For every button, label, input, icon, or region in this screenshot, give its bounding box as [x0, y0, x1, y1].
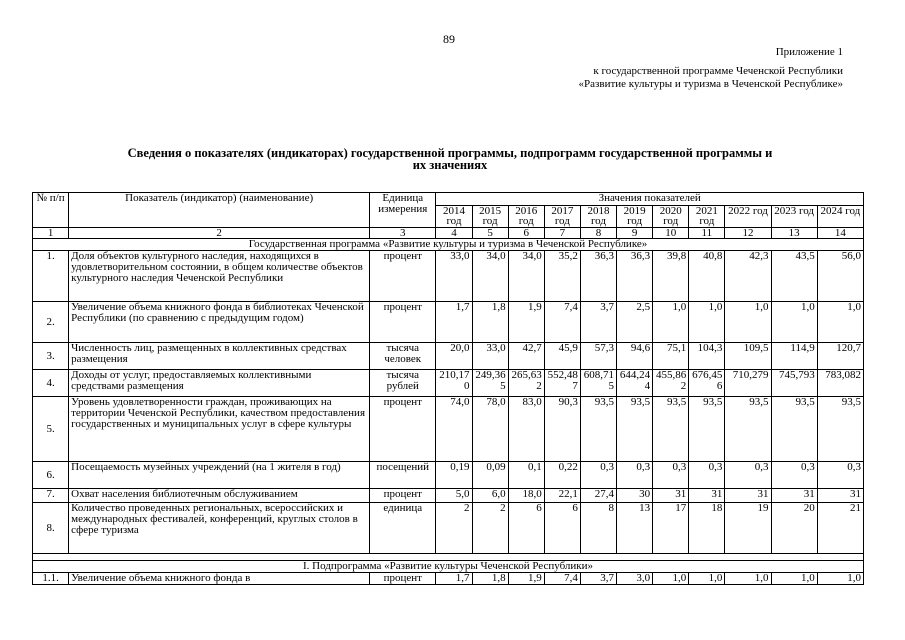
header-year: 2021 год — [689, 205, 725, 227]
value-cell: 6 — [544, 503, 580, 554]
header-year: 2019 год — [617, 205, 653, 227]
header-num: № п/п — [33, 193, 69, 228]
value-cell: 0,19 — [436, 462, 472, 489]
unit: процент — [370, 489, 436, 503]
value-cell: 2,5 — [617, 302, 653, 343]
value-cell: 7,4 — [544, 302, 580, 343]
column-number: 10 — [653, 228, 689, 239]
value-cell: 93,5 — [617, 397, 653, 462]
value-cell: 1,7 — [436, 573, 472, 585]
value-cell: 20,0 — [436, 343, 472, 370]
value-cell: 1,0 — [817, 573, 863, 585]
unit: процент — [370, 251, 436, 302]
value-cell: 1,0 — [653, 573, 689, 585]
column-number: 5 — [472, 228, 508, 239]
table-row — [33, 251, 864, 302]
row-number: 1.1. — [33, 573, 69, 585]
value-cell: 42,3 — [725, 251, 771, 302]
header-indicator: Показатель (индикатор) (наименование) — [69, 193, 370, 228]
value-cell: 22,1 — [544, 489, 580, 503]
header-year: 2023 год — [771, 205, 817, 227]
column-number: 3 — [370, 228, 436, 239]
value-cell: 90,3 — [544, 397, 580, 462]
unit: процент — [370, 302, 436, 343]
row-number: 2. — [33, 302, 69, 343]
value-cell: 34,0 — [508, 251, 544, 302]
row-number: 8. — [33, 503, 69, 554]
value-cell: 31 — [725, 489, 771, 503]
value-cell: 93,5 — [580, 397, 616, 462]
value-cell: 745,793 — [771, 370, 817, 397]
value-cell: 2 — [436, 503, 472, 554]
value-cell: 8 — [580, 503, 616, 554]
value-cell: 1,9 — [508, 573, 544, 585]
table-row — [33, 397, 864, 462]
appendix-program-line: к государственной программе Чеченской Республики — [593, 65, 843, 77]
column-number: 12 — [725, 228, 771, 239]
value-cell: 39,8 — [653, 251, 689, 302]
column-number: 4 — [436, 228, 472, 239]
indicator-name: Численность лиц, размещенных в коллективных средствах размещения — [69, 343, 370, 370]
unit: тысяча человек — [370, 343, 436, 370]
column-number: 6 — [508, 228, 544, 239]
table-row — [33, 370, 864, 397]
value-cell: 3,7 — [580, 573, 616, 585]
column-number: 1 — [33, 228, 69, 239]
section-title-subprogram: I. Подпрограмма «Развитие культуры Чеченской Республики» — [33, 561, 864, 573]
value-cell: 56,0 — [817, 251, 863, 302]
column-number: 2 — [69, 228, 370, 239]
value-cell: 1,0 — [725, 573, 771, 585]
value-cell: 2 — [472, 503, 508, 554]
value-cell: 36,3 — [617, 251, 653, 302]
value-cell: 93,5 — [771, 397, 817, 462]
value-cell: 57,3 — [580, 343, 616, 370]
table-row — [33, 573, 864, 585]
section-title-state-program: Государственная программа «Развитие культуры и туризма в Чеченской Республике» — [33, 239, 864, 251]
header-year: 2017 год — [544, 205, 580, 227]
value-cell: 109,5 — [725, 343, 771, 370]
indicator-name: Увеличение объема книжного фонда в библиотеках Чеченской Республики (по сравнению с предыдущим годом) — [69, 302, 370, 343]
indicator-name: Количество проведенных региональных, всероссийских и международных фестивалей, конференций, круглых столов в сфере туризма — [69, 503, 370, 554]
value-cell: 31 — [817, 489, 863, 503]
value-cell: 710,279 — [725, 370, 771, 397]
table-row — [33, 462, 864, 489]
value-cell: 1,0 — [725, 302, 771, 343]
indicator-name: Посещаемость музейных учреждений (на 1 жителя в год) — [69, 462, 370, 489]
unit: процент — [370, 573, 436, 585]
value-cell: 608,715 — [580, 370, 616, 397]
column-numbers-row — [33, 228, 864, 239]
value-cell: 0,3 — [653, 462, 689, 489]
value-cell: 0,3 — [617, 462, 653, 489]
value-cell: 42,7 — [508, 343, 544, 370]
value-cell: 20 — [771, 503, 817, 554]
header-year: 2014 год — [436, 205, 472, 227]
value-cell: 13 — [617, 503, 653, 554]
value-cell: 0,3 — [580, 462, 616, 489]
value-cell: 0,3 — [771, 462, 817, 489]
value-cell: 1,8 — [472, 573, 508, 585]
value-cell: 33,0 — [472, 343, 508, 370]
column-number: 13 — [771, 228, 817, 239]
value-cell: 6,0 — [472, 489, 508, 503]
value-cell: 17 — [653, 503, 689, 554]
document-title-line2: их значениях — [412, 158, 488, 172]
value-cell: 31 — [689, 489, 725, 503]
value-cell: 783,082 — [817, 370, 863, 397]
value-cell: 33,0 — [436, 251, 472, 302]
value-cell: 93,5 — [725, 397, 771, 462]
header-year: 2024 год — [817, 205, 863, 227]
value-cell: 0,09 — [472, 462, 508, 489]
section-row-state-program — [33, 239, 864, 251]
document-title — [50, 147, 850, 171]
value-cell: 27,4 — [580, 489, 616, 503]
value-cell: 552,487 — [544, 370, 580, 397]
value-cell: 75,1 — [653, 343, 689, 370]
row-number: 1. — [33, 251, 69, 302]
value-cell: 455,862 — [653, 370, 689, 397]
value-cell: 1,8 — [472, 302, 508, 343]
column-number: 7 — [544, 228, 580, 239]
value-cell: 19 — [725, 503, 771, 554]
unit: процент — [370, 397, 436, 462]
value-cell: 120,7 — [817, 343, 863, 370]
value-cell: 265,632 — [508, 370, 544, 397]
value-cell: 43,5 — [771, 251, 817, 302]
value-cell: 0,3 — [725, 462, 771, 489]
value-cell: 1,0 — [771, 573, 817, 585]
indicator-name: Увеличение объема книжного фонда в — [69, 573, 370, 585]
value-cell: 74,0 — [436, 397, 472, 462]
header-year: 2015 год — [472, 205, 508, 227]
value-cell: 93,5 — [817, 397, 863, 462]
section-row-subprogram — [33, 561, 864, 573]
header-values: Значения показателей — [436, 193, 864, 206]
value-cell: 18 — [689, 503, 725, 554]
value-cell: 0,3 — [689, 462, 725, 489]
value-cell: 1,0 — [817, 302, 863, 343]
indicator-name: Доля объектов культурного наследия, находящихся в удовлетворительном состоянии, в общем количестве объектов культурного наследия Чеченской Республики — [69, 251, 370, 302]
row-number: 7. — [33, 489, 69, 503]
value-cell: 21 — [817, 503, 863, 554]
value-cell: 36,3 — [580, 251, 616, 302]
header-year: 2018 год — [580, 205, 616, 227]
value-cell: 1,0 — [689, 573, 725, 585]
header-unit: Единица измерения — [370, 193, 436, 228]
header-year: 2016 год — [508, 205, 544, 227]
page-number: 89 — [443, 32, 455, 46]
column-number: 9 — [617, 228, 653, 239]
value-cell: 78,0 — [472, 397, 508, 462]
value-cell: 6 — [508, 503, 544, 554]
value-cell: 34,0 — [472, 251, 508, 302]
value-cell: 3,0 — [617, 573, 653, 585]
indicator-name: Уровень удовлетворенности граждан, проживающих на территории Чеченской Республики, качеством предоставления государственных и муниципальных услуг в сфере культуры — [69, 397, 370, 462]
value-cell: 676,456 — [689, 370, 725, 397]
value-cell: 3,7 — [580, 302, 616, 343]
header-year: 2020 год — [653, 205, 689, 227]
value-cell: 30 — [617, 489, 653, 503]
indicators-table — [32, 192, 864, 585]
row-number: 5. — [33, 397, 69, 462]
value-cell: 31 — [771, 489, 817, 503]
value-cell: 35,2 — [544, 251, 580, 302]
value-cell: 40,8 — [689, 251, 725, 302]
value-cell: 0,3 — [817, 462, 863, 489]
column-number: 8 — [580, 228, 616, 239]
value-cell: 1,0 — [653, 302, 689, 343]
row-number: 3. — [33, 343, 69, 370]
appendix-label: Приложение 1 — [775, 46, 843, 58]
value-cell: 93,5 — [689, 397, 725, 462]
value-cell: 0,22 — [544, 462, 580, 489]
indicator-name: Доходы от услуг, предоставляемых коллективными средствами размещения — [69, 370, 370, 397]
document-title-line1: Сведения о показателях (индикаторах) государственной программы, подпрограмм государственной программы и — [127, 146, 773, 160]
value-cell: 83,0 — [508, 397, 544, 462]
value-cell: 7,4 — [544, 573, 580, 585]
column-number: 11 — [689, 228, 725, 239]
header-row — [33, 193, 864, 206]
unit: посещений — [370, 462, 436, 489]
value-cell: 5,0 — [436, 489, 472, 503]
value-cell: 210,170 — [436, 370, 472, 397]
value-cell: 93,5 — [653, 397, 689, 462]
row-number: 4. — [33, 370, 69, 397]
value-cell: 31 — [653, 489, 689, 503]
value-cell: 0,1 — [508, 462, 544, 489]
table-row — [33, 503, 864, 554]
row-number: 6. — [33, 462, 69, 489]
column-number: 14 — [817, 228, 863, 239]
value-cell: 1,7 — [436, 302, 472, 343]
unit: единица — [370, 503, 436, 554]
value-cell: 114,9 — [771, 343, 817, 370]
value-cell: 45,9 — [544, 343, 580, 370]
header-year: 2022 год — [725, 205, 771, 227]
table-row — [33, 489, 864, 503]
value-cell: 1,0 — [689, 302, 725, 343]
value-cell: 249,365 — [472, 370, 508, 397]
value-cell: 18,0 — [508, 489, 544, 503]
indicator-name: Охват населения библиотечным обслуживанием — [69, 489, 370, 503]
unit: тысяча рублей — [370, 370, 436, 397]
value-cell: 94,6 — [617, 343, 653, 370]
value-cell: 1,9 — [508, 302, 544, 343]
value-cell: 1,0 — [771, 302, 817, 343]
appendix-program-name: «Развитие культуры и туризма в Чеченской Республике» — [578, 78, 843, 90]
value-cell: 644,244 — [617, 370, 653, 397]
table-row — [33, 343, 864, 370]
table-row — [33, 302, 864, 343]
value-cell: 104,3 — [689, 343, 725, 370]
